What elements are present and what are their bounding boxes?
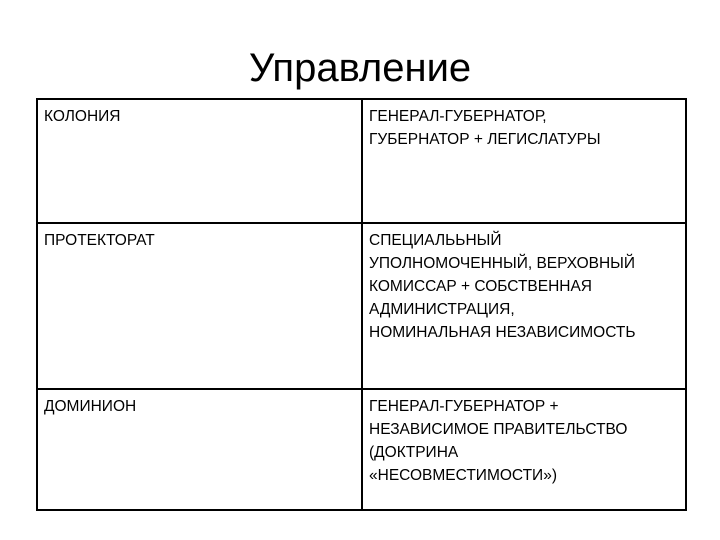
governance-cell (362, 99, 686, 223)
governance-line: СПЕЦИАЛЬЬНЫЙ (369, 232, 502, 249)
governance-line: НЕЗАВИСИМОЕ ПРАВИТЕЛЬСТВО (369, 421, 628, 438)
table-row (37, 99, 686, 223)
governance-line: АДМИНИСТРАЦИЯ, (369, 301, 515, 318)
governance-table (36, 98, 687, 511)
territory-type-cell: ДОМИНИОН (37, 389, 362, 510)
governance-line: НОМИНАЛЬНАЯ НЕЗАВИСИМОСТЬ (369, 324, 636, 341)
governance-line: ГЕНЕРАЛ-ГУБЕРНАТОР + (369, 398, 559, 415)
governance-line: УПОЛНОМОЧЕННЫЙ, ВЕРХОВНЫЙ (369, 255, 636, 272)
governance-line: КОМИССАР + СОБСТВЕННАЯ (369, 278, 593, 295)
governance-line: «НЕСОВМЕСТИМОСТИ») (369, 467, 557, 484)
governance-cell (362, 389, 686, 510)
governance-line: ГУБЕРНАТОР + ЛЕГИСЛАТУРЫ (369, 131, 601, 148)
table-row (37, 389, 686, 510)
territory-type-cell: КОЛОНИЯ (37, 99, 362, 223)
governance-cell (362, 223, 686, 389)
governance-line: (ДОКТРИНА (369, 444, 459, 461)
governance-line: ГЕНЕРАЛ-ГУБЕРНАТОР, (369, 108, 547, 125)
slide-title: Управление (248, 46, 472, 90)
territory-type-cell: ПРОТЕКТОРАТ (37, 223, 362, 389)
table-row (37, 223, 686, 389)
